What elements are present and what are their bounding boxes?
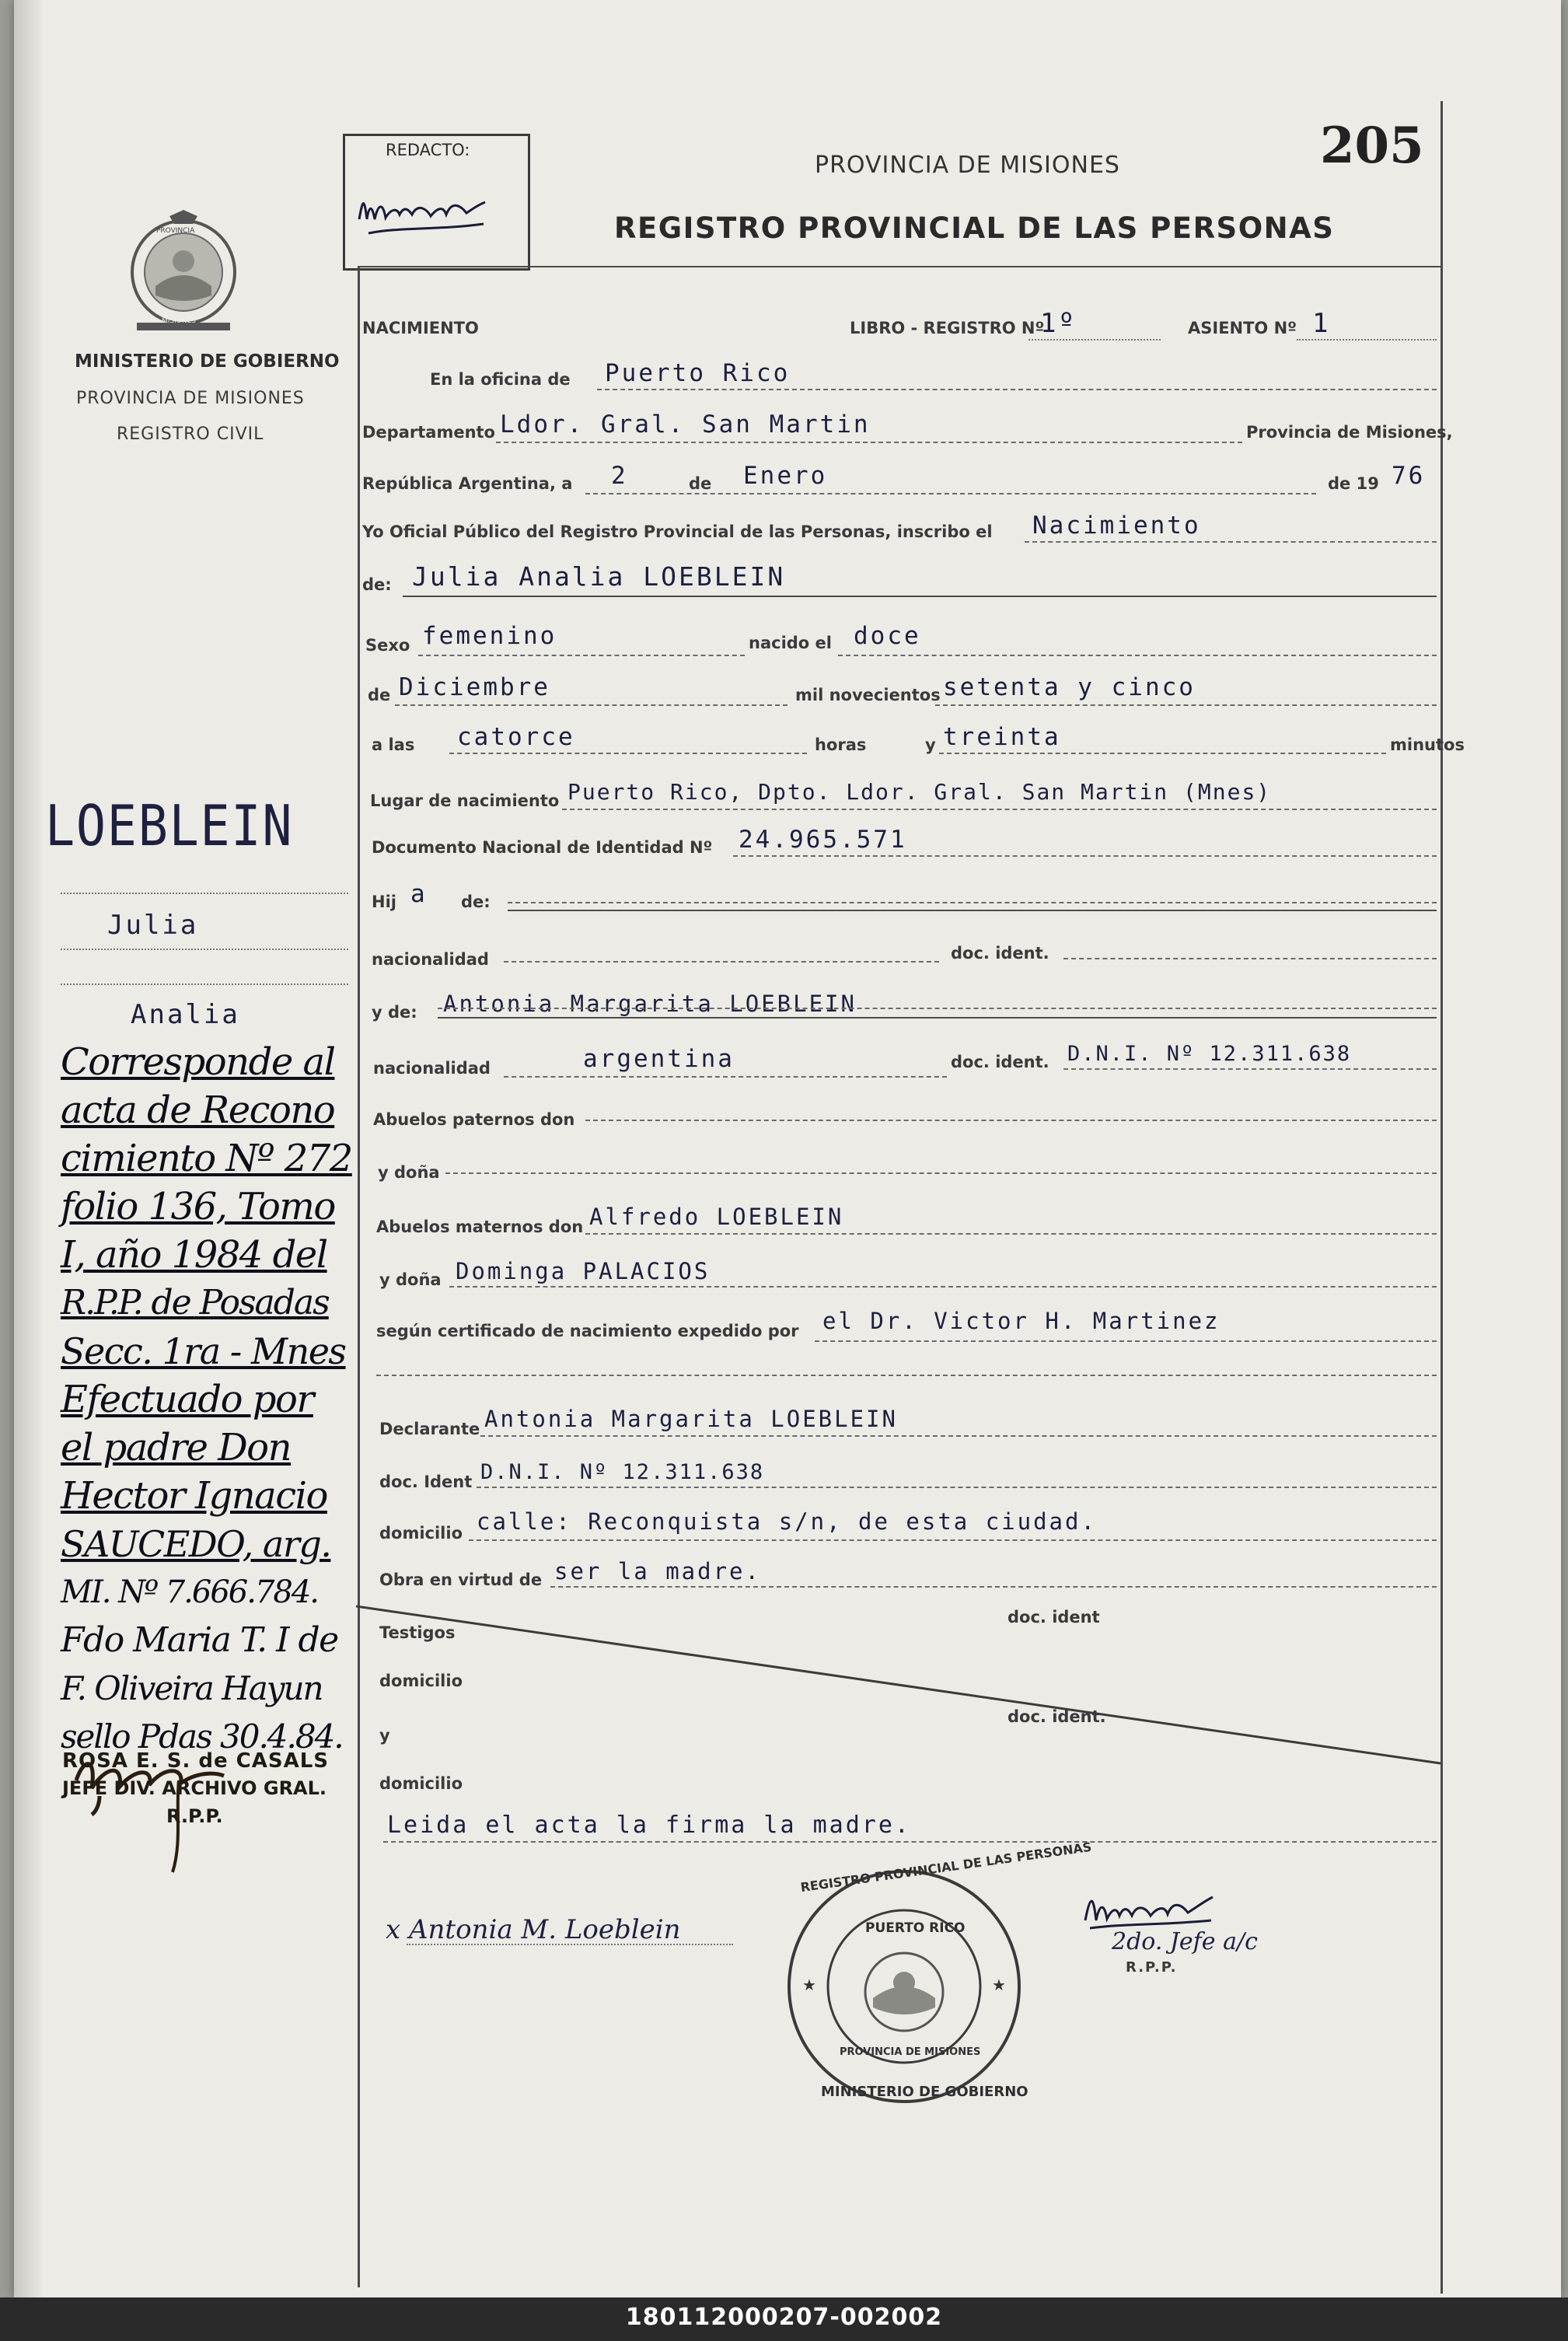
certificado-label: según certificado de nacimiento expedido por [376, 1322, 799, 1340]
header-provincia: PROVINCIA DE MISIONES [815, 152, 1120, 179]
oficina-line [597, 389, 1437, 390]
departamento-label: Departamento [362, 423, 495, 442]
docident2-value: D.N.I. Nº 12.311.638 [1067, 1042, 1352, 1066]
official-seal-icon [784, 1866, 1025, 2107]
oficina-label: En la oficina de [430, 370, 571, 389]
docident5-label: doc. ident. [1008, 1707, 1106, 1726]
oficial-rpp: R.P.P. [1126, 1959, 1178, 1976]
seal-bottom-text: MINISTERIO DE GOBIERNO [821, 2084, 1028, 2100]
obra-line [550, 1586, 1437, 1588]
margin-rule-1 [61, 893, 348, 894]
mes-value: Enero [743, 462, 828, 490]
nacido-value: doce [854, 622, 921, 650]
lugar-label: Lugar de nacimiento [370, 791, 560, 810]
seal-outer-text: REGISTRO PROVINCIAL DE LAS PERSONAS [799, 1839, 1093, 1896]
docident1-label: doc. ident. [951, 944, 1049, 963]
nacionalidad2-line [504, 1076, 947, 1078]
asiento-value: 1 [1312, 308, 1331, 339]
hij-underline [508, 910, 1437, 911]
abuelos-mat-line [585, 1233, 1437, 1235]
horas-line [449, 753, 807, 754]
archive-stamp-line3: R.P.P. [166, 1805, 223, 1827]
domicilio3-label: domicilio [379, 1774, 463, 1793]
seal-inner-text: PUERTO RICO [865, 1920, 966, 1936]
docident1-line [1063, 958, 1437, 959]
margin-annotation-block [61, 1038, 372, 1761]
margin-rule-3 [61, 984, 348, 985]
sexo-value: femenino [422, 622, 557, 650]
redacto-signature [353, 171, 508, 257]
mes-nac-value: Diciembre [399, 673, 550, 701]
anio-nac-line [935, 704, 1437, 706]
de-label: de [689, 474, 712, 493]
dona2-line [449, 1286, 1437, 1288]
republica-label: República Argentina, a [362, 474, 573, 493]
nacionalidad1-line [504, 961, 939, 963]
leida-line [383, 1841, 1437, 1843]
docident3-line [477, 1487, 1437, 1488]
nacionalidad2-label: nacionalidad [373, 1059, 491, 1078]
obra-value: ser la madre. [554, 1558, 761, 1585]
annotation-line-12: MI. Nº 7.666.784. [61, 1574, 318, 1610]
oficial-value: Nacimiento [1032, 512, 1201, 540]
dia-value: 2 [611, 462, 628, 490]
certificado-line [815, 1340, 1437, 1342]
certificado-value: el Dr. Victor H. Martinez [822, 1308, 1221, 1334]
annotation-line-3: cimiento Nº 272 [61, 1137, 352, 1180]
document-page [14, 0, 1561, 2297]
libro-line [1028, 339, 1161, 341]
madre-underline [438, 1017, 1437, 1019]
svg-text:★: ★ [802, 1976, 816, 1994]
nacido-label: nacido el [749, 634, 832, 652]
madre-signature: x Antonia M. Loeblein [386, 1914, 681, 1945]
margin-name2: Analia [131, 999, 240, 1030]
docident3-value: D.N.I. Nº 12.311.638 [480, 1460, 765, 1484]
nombre-underline [403, 596, 1437, 597]
anio-nac-value: setenta y cinco [943, 673, 1196, 701]
annotation-line-6: R.P.P. de Posadas [61, 1283, 329, 1322]
minutos-label: minutos [1390, 735, 1465, 754]
archive-stamp-line2: JEFE DIV. ARCHIVO GRAL. [62, 1777, 327, 1799]
annotation-line-7: Secc. 1ra - Mnes [61, 1330, 346, 1372]
de3-label: de [368, 686, 391, 704]
domicilio2-label: domicilio [379, 1672, 463, 1690]
abuelos-pat-line [585, 1120, 1437, 1121]
annotation-line-8: Efectuado por [61, 1378, 313, 1421]
abuelos-mat-value: Alfredo LOEBLEIN [589, 1204, 844, 1230]
horas-value: catorce [457, 723, 575, 751]
hij-value: a [410, 880, 428, 908]
dni-line [733, 855, 1437, 857]
margin-name1: Julia [107, 910, 199, 941]
nacionalidad1-label: nacionalidad [372, 950, 489, 969]
certificado-line-2 [376, 1375, 1437, 1376]
oficina-value: Puerto Rico [605, 359, 791, 387]
anio-label: de 19 [1328, 474, 1379, 493]
abuelos-mat-label: Abuelos maternos don [376, 1218, 584, 1236]
annotation-line-5: I, año 1984 del [61, 1233, 327, 1277]
declarante-label: Declarante [379, 1420, 480, 1438]
dona2-value: Dominga PALACIOS [456, 1258, 711, 1284]
seal-inner-text-2: PROVINCIA DE MISIONES [840, 2046, 981, 2058]
y-label: y [925, 735, 936, 754]
dni-value: 24.965.571 [739, 826, 907, 854]
sexo-label: Sexo [365, 636, 410, 655]
lugar-line [562, 809, 1437, 810]
docident3-label: doc. Ident [379, 1473, 473, 1491]
domicilio-label: domicilio [379, 1524, 463, 1543]
annotation-line-10: Hector Ignacio [61, 1474, 327, 1518]
docident4-label: doc. ident [1008, 1608, 1100, 1626]
ministry-line3: REGISTRO CIVIL [117, 425, 264, 444]
redacto-label: REDACTO: [386, 141, 470, 159]
testigos-strike-line [356, 1602, 1444, 1773]
ministry-line2: PROVINCIA DE MISIONES [76, 389, 305, 408]
annotation-line-13: Fdo Maria T. I de [61, 1620, 338, 1660]
nacimiento-label: NACIMIENTO [362, 319, 479, 337]
nacido-line [838, 655, 1437, 656]
svg-text:★: ★ [992, 1976, 1006, 1994]
margin-rule-2 [61, 949, 348, 950]
anio-value: 76 [1392, 462, 1426, 490]
ministry-line1: MINISTERIO DE GOBIERNO [75, 351, 340, 372]
docident2-line [1063, 1068, 1437, 1070]
lugar-value: Puerto Rico, Dpto. Ldor. Gral. San Martin (Mnes) [567, 779, 1272, 805]
oficial-cargo: 2do. Jefe a/c [1112, 1928, 1258, 1955]
hij-line [508, 902, 1437, 903]
dona1-line [445, 1172, 1437, 1174]
de2-label: de: [362, 575, 392, 594]
archive-stamp-line1: ROSA E. S. de CASALS [62, 1749, 330, 1773]
annotation-line-15: sello Pdas 30.4.84. [61, 1717, 343, 1756]
abuelos-pat-label: Abuelos paternos don [373, 1110, 575, 1129]
page-number: 205 [1320, 117, 1424, 175]
annotation-line-2: acta de Recono [61, 1088, 335, 1132]
mil-label: mil novecientos [795, 686, 941, 704]
departamento-line [496, 442, 1242, 443]
departamento-value: Ldor. Gral. San Martin [500, 411, 871, 439]
de4-label: de: [461, 893, 491, 911]
margin-surname: LOEBLEIN [45, 793, 294, 858]
seal-text-bottom: MISIONES [162, 317, 197, 325]
horas-label: horas [815, 735, 867, 754]
declarante-value: Antonia Margarita LOEBLEIN [484, 1406, 898, 1432]
asiento-label: ASIENTO Nº [1188, 319, 1297, 337]
footer-id: 180112000207-002002 [625, 2304, 943, 2331]
testigos-label: Testigos [379, 1623, 456, 1642]
leida-text: Leida el acta la firma la madre. [387, 1812, 911, 1839]
obra-label: Obra en virtud de [379, 1571, 543, 1589]
domicilio-line [469, 1539, 1437, 1541]
madre-value: Antonia Margarita LOEBLEIN [443, 991, 857, 1017]
annotation-line-1: Corresponde al [61, 1040, 335, 1084]
frame-top-line [358, 266, 1441, 267]
madre-signature-line [407, 1944, 733, 1945]
annotation-line-9: el padre Don [61, 1426, 291, 1469]
dona2-label: y doña [379, 1270, 442, 1289]
dona1-label: y doña [378, 1163, 440, 1182]
libro-label: LIBRO - REGISTRO Nº [850, 319, 1045, 337]
annotation-line-4: folio 136, Tomo [61, 1185, 335, 1228]
oficial-label: Yo Oficial Público del Registro Provincial de las Personas, inscribo el [362, 522, 993, 541]
redacto-box [343, 134, 530, 271]
margin-pen-stroke [162, 1780, 193, 1874]
madre-line [438, 1008, 1437, 1009]
mes-nac-line [395, 704, 787, 706]
dni-label: Documento Nacional de Identidad Nº [372, 838, 713, 857]
nombre-value: Julia Analia LOEBLEIN [412, 561, 786, 592]
fecha-line [585, 493, 1316, 494]
minutos-value: treinta [943, 723, 1061, 751]
libro-value: 1º [1040, 308, 1077, 339]
minutos-line [939, 753, 1386, 754]
declarante-line [480, 1435, 1437, 1437]
annotation-line-14: F. Oliveira Hayun [61, 1669, 323, 1707]
asiento-line [1297, 339, 1437, 341]
alas-label: a las [372, 735, 415, 754]
sexo-line [418, 655, 745, 656]
nacionalidad2-value: argentina [583, 1045, 735, 1073]
y2-label: y [379, 1726, 390, 1745]
domicilio-value: calle: Reconquista s/n, de esta ciudad. [477, 1508, 1097, 1535]
oficial-line [1025, 541, 1437, 543]
seal-text-top: PROVINCIA [156, 227, 195, 235]
annotation-line-11: SAUCEDO, arg. [61, 1523, 331, 1565]
docident2-label: doc. ident. [951, 1053, 1049, 1071]
hij-label: Hij [372, 893, 396, 911]
provincia-label: Provincia de Misiones, [1246, 423, 1453, 442]
yde-label: y de: [372, 1003, 417, 1022]
header-registro: REGISTRO PROVINCIAL DE LAS PERSONAS [614, 211, 1335, 245]
